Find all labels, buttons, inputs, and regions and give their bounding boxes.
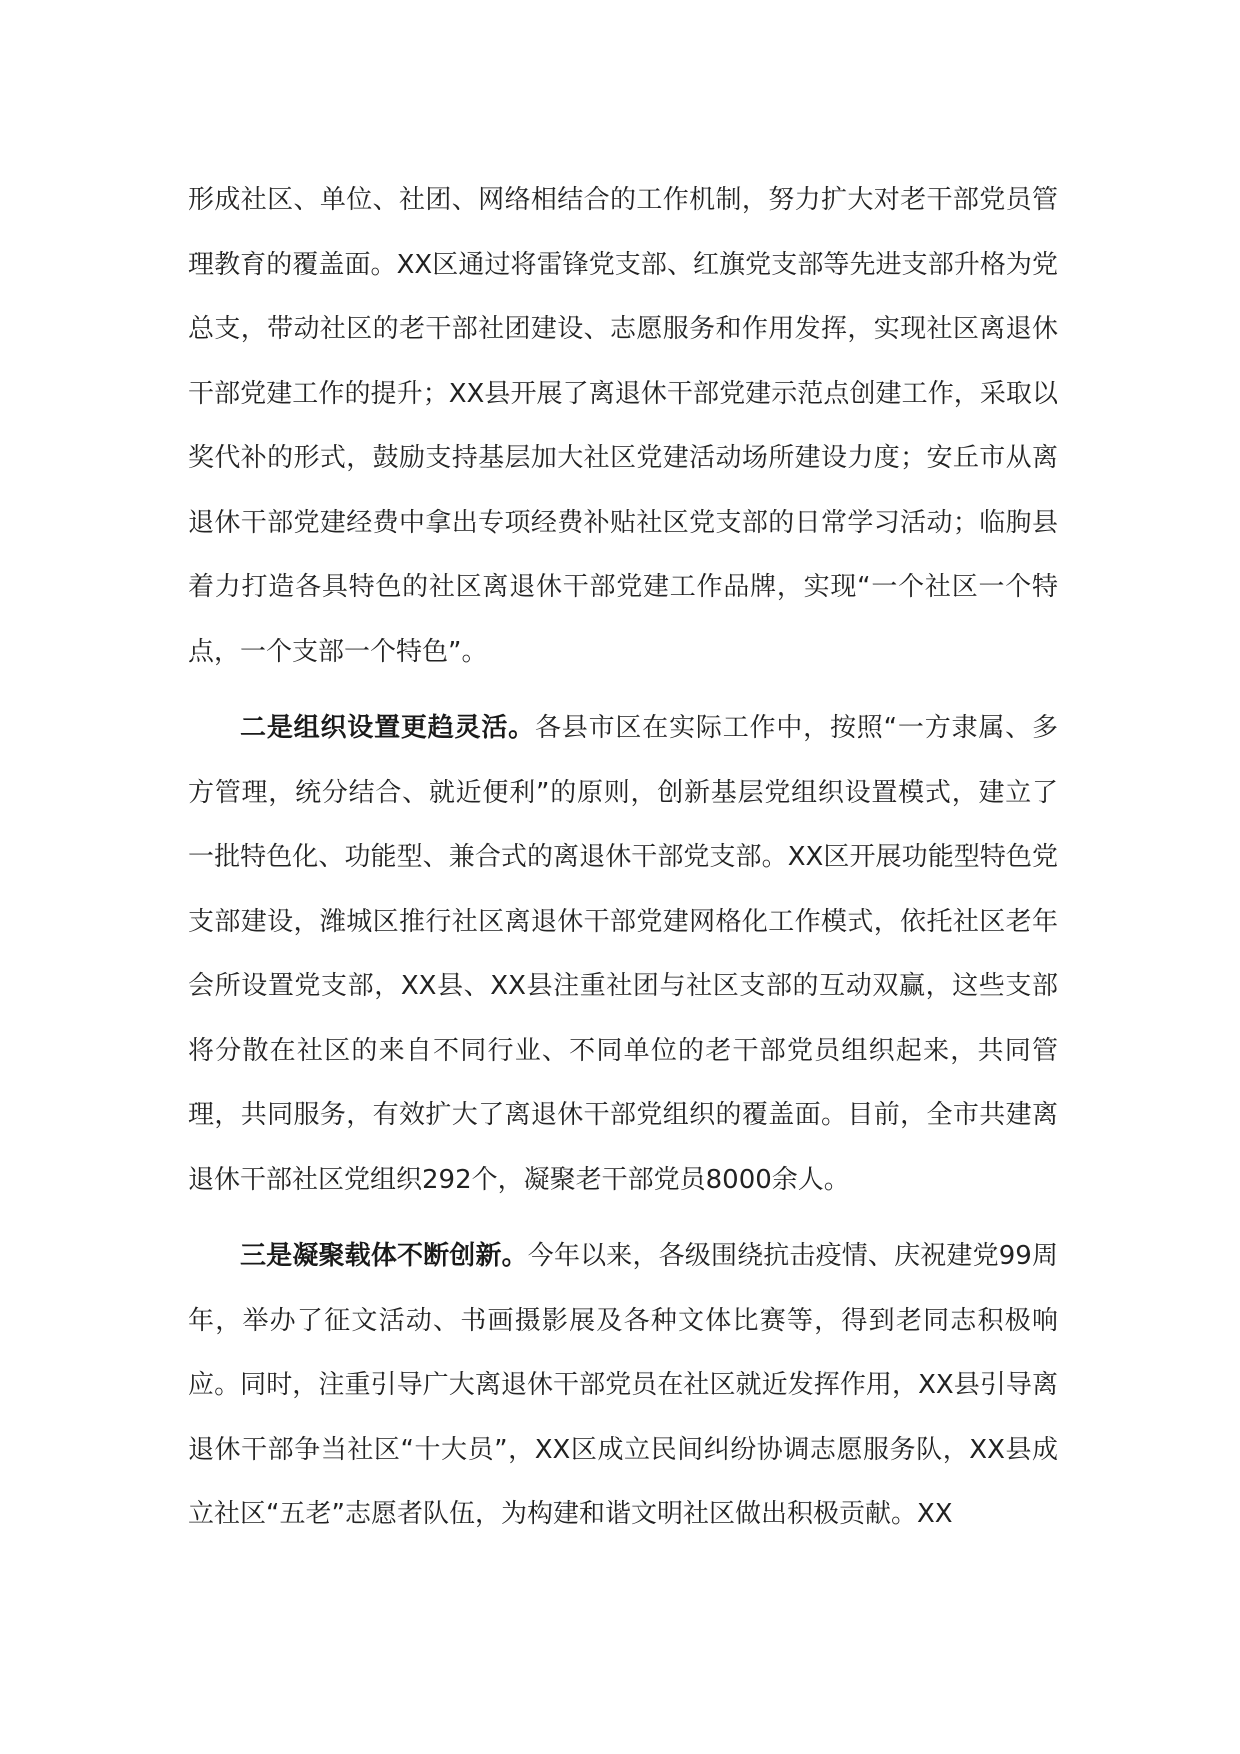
paragraph-carrier-innovation (188, 1224, 1058, 1547)
paragraph-text: 今年以来，各级围绕抗击疫情、庆祝建党99周年，举办了征文活动、书画摄影展及各种文体比赛等，得到老同志积极响应。同时，注重引导广大离退休干部党员在社区就近发挥作用，XX县引导离退休干部争当社区“十大员”，XX区成立民间纠纷协调志愿服务队，XX县成立社区“五老”志愿者队伍，为构建和谐文明社区做出积极贡献。XX (188, 1241, 1058, 1529)
paragraph-lead-heading: 三是凝聚载体不断创新。 (240, 1241, 528, 1271)
document-body (188, 168, 1058, 1559)
paragraph-continuation (188, 168, 1058, 684)
paragraph-text: 各县市区在实际工作中，按照“一方隶属、多方管理，统分结合、就近便利”的原则，创新基层党组织设置模式，建立了一批特色化、功能型、兼合式的离退休干部党支部。XX区开展功能型特色党支部建设，潍城区推行社区离退休干部党建网格化工作模式，依托社区老年会所设置党支部，XX县、XX县注重社团与社区支部的互动双赢，这些支部将分散在社区的来自不同行业、不同单位的老干部党员组织起来，共同管理，共同服务，有效扩大了离退休干部党组织的覆盖面。目前，全市共建离退休干部社区党组织292个，凝聚老干部党员8000余人。 (188, 713, 1058, 1195)
paragraph-text: 形成社区、单位、社团、网络相结合的工作机制，努力扩大对老干部党员管理教育的覆盖面。XX区通过将雷锋党支部、红旗党支部等先进支部升格为党总支，带动社区的老干部社团建设、志愿服务和作用发挥，实现社区离退休干部党建工作的提升；XX县开展了离退休干部党建示范点创建工作，采取以奖代补的形式，鼓励支持基层加大社区党建活动场所建设力度；安丘市从离退休干部党建经费中拿出专项经费补贴社区党支部的日常学习活动；临朐县着力打造各具特色的社区离退休干部党建工作品牌，实现“一个社区一个特点，一个支部一个特色”。 (188, 185, 1058, 667)
paragraph-organization-setup (188, 696, 1058, 1212)
paragraph-lead-heading: 二是组织设置更趋灵活。 (240, 713, 535, 743)
